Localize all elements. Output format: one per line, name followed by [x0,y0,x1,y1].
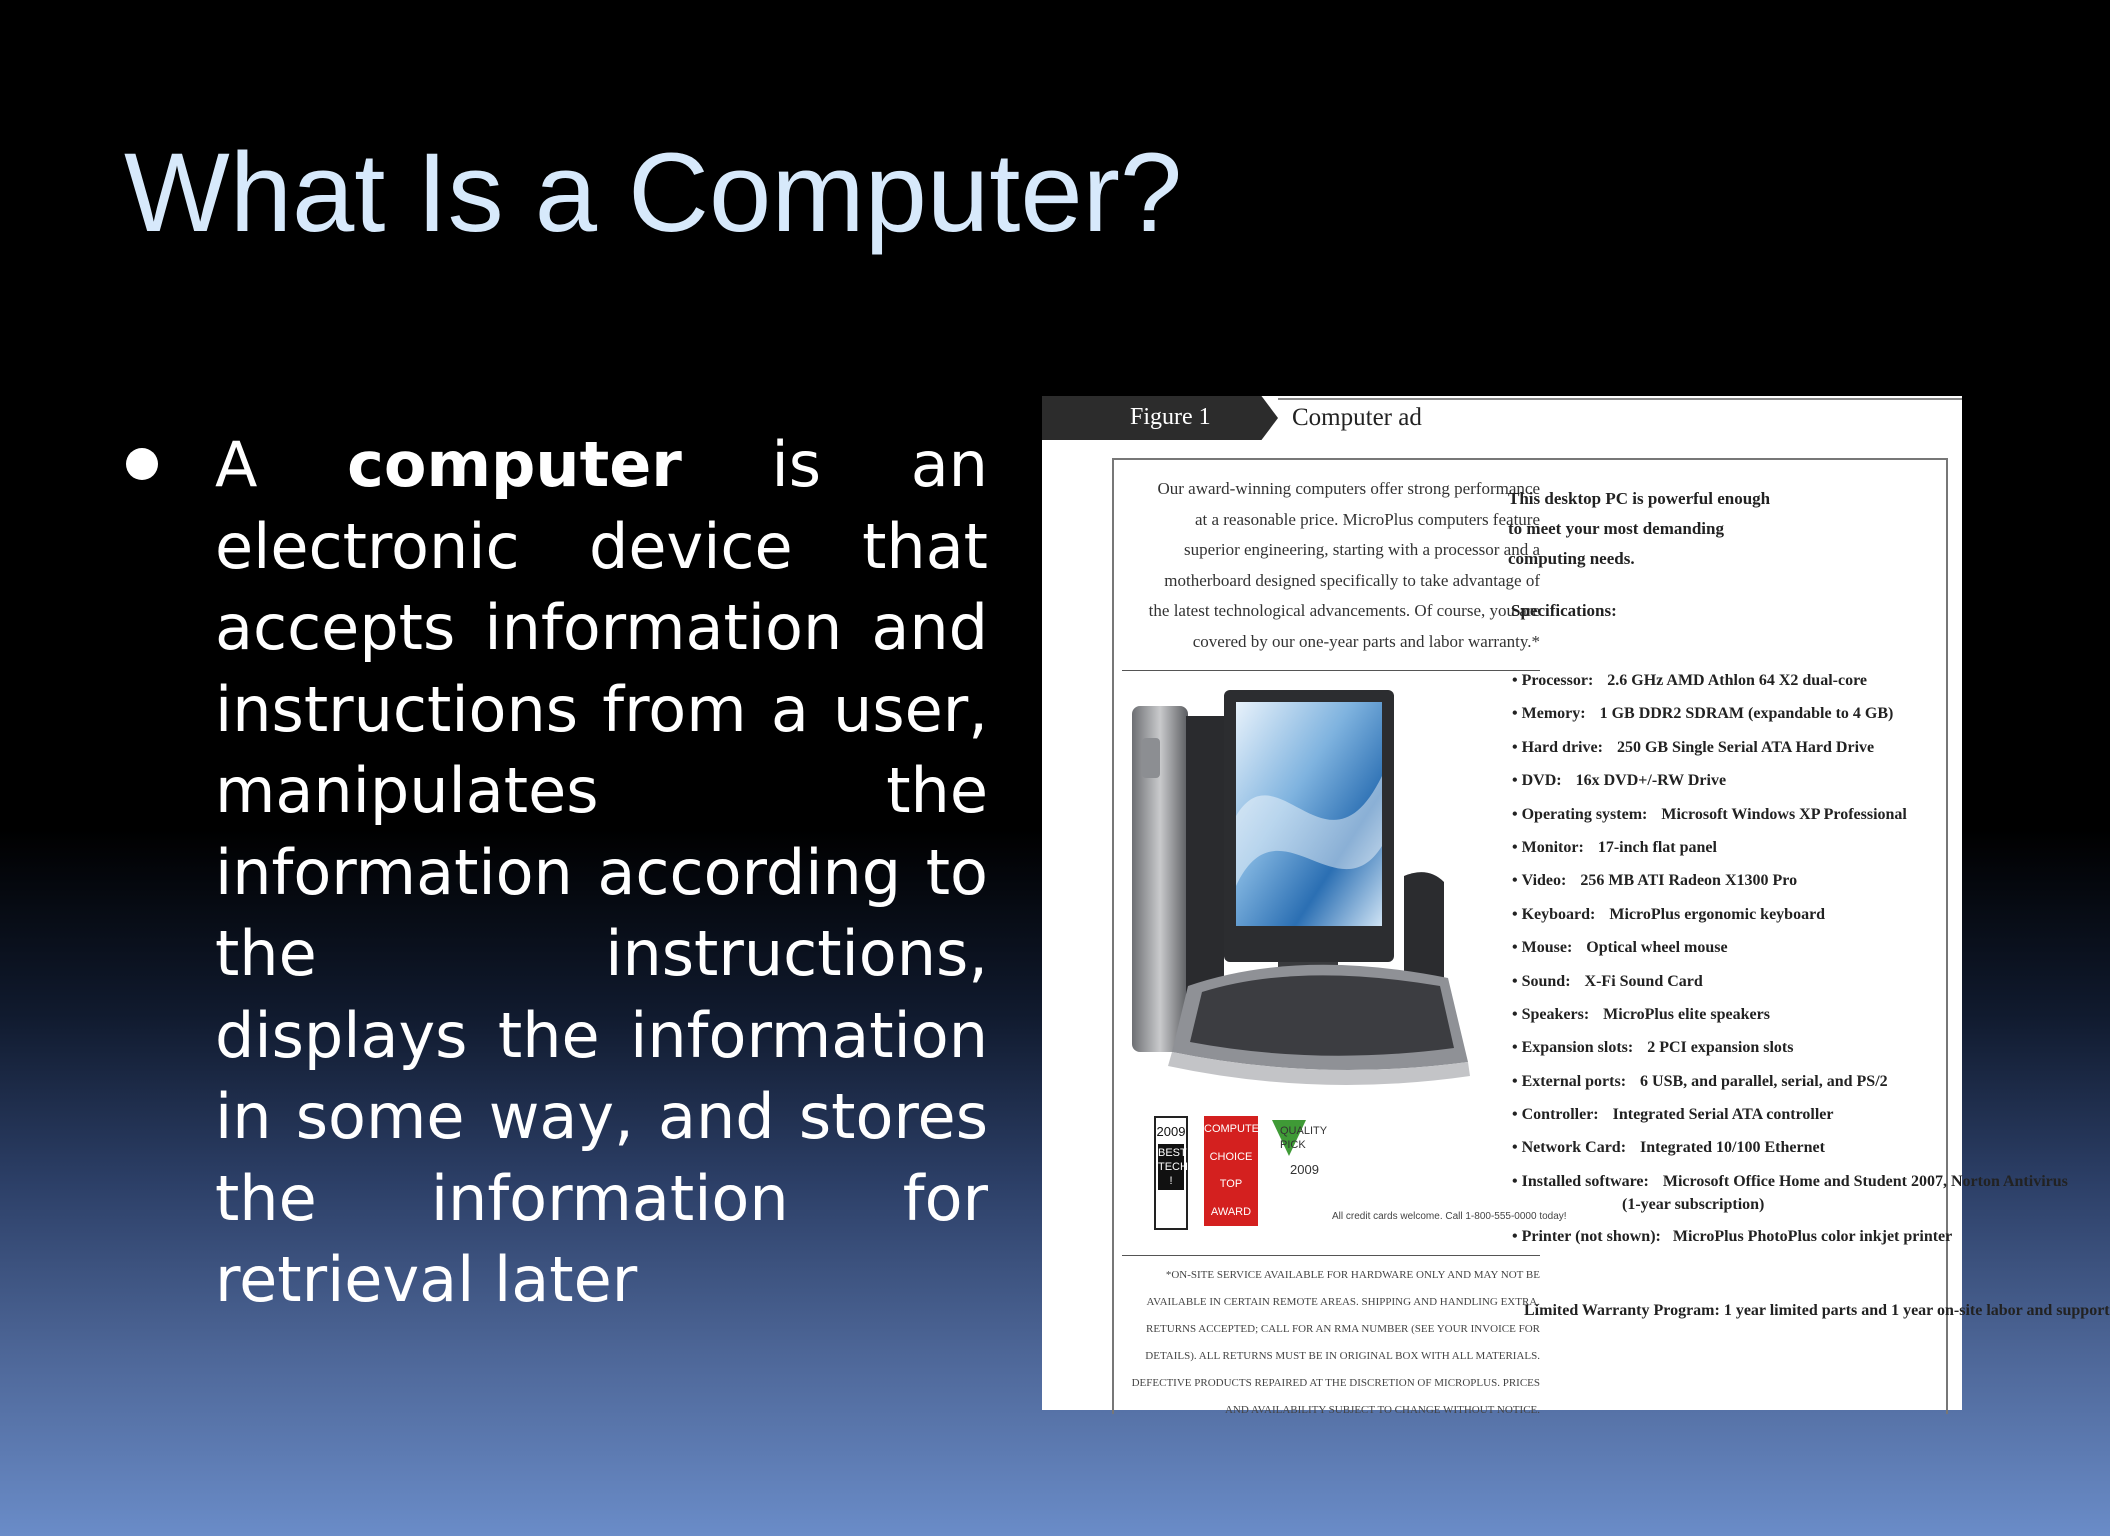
spec-value: 1 GB DDR2 SDRAM (expandable to 4 GB) [1599,705,1894,723]
ad-tagline: This desktop PC is powerful enough to meet your most demanding computing needs. [1508,489,1771,568]
badge-line: AWARD [1210,1205,1252,1218]
spec-value: Integrated Serial ATA controller [1612,1106,1834,1124]
spec-key: Controller: [1521,1106,1599,1124]
slide-title: What Is a Computer? [124,130,1183,255]
badge-line: TOP [1219,1178,1243,1190]
spec-key: Network Card: [1521,1139,1627,1157]
spec-key: Mouse: [1521,939,1573,957]
bullet-definition: is an electronic device that accepts information and instructions from a user, manipulates the information according to the instructions, displays the information in some way, and stores the information for retrieval later [215,428,988,1316]
spec-key: External ports: [1521,1072,1627,1090]
spec-item: • Hard drive: 250 GB Single Serial ATA Hard Drive [1512,731,2068,764]
spec-item: • Expansion slots: 2 PCI expansion slots [1512,1031,2068,1064]
divider [1122,670,1540,671]
spec-item: • Controller: Integrated Serial ATA controller [1512,1098,2068,1131]
badge-body [1158,1144,1188,1190]
spec-item: • Keyboard: MicroPlus ergonomic keyboard [1512,898,2068,931]
spec-value: Microsoft Office Home and Student 2007, Norton Antivirus [1662,1172,2068,1190]
spec-key: DVD: [1521,772,1562,790]
desktop-pc-illustration [1128,686,1538,1106]
keyboard-keys [1190,975,1454,1055]
spec-key: Keyboard: [1521,905,1596,923]
spec-value: MicroPlus ergonomic keyboard [1609,905,1826,923]
badge-line: BEST [1158,1147,1187,1159]
bullet-text [215,424,988,1321]
drive-bay [1142,738,1160,778]
spec-key: Memory: [1521,705,1586,723]
badge-line: PICK [1280,1139,1306,1151]
spec-key: Monitor: [1521,838,1584,856]
spec-item: • External ports: 6 USB, and parallel, serial, and PS/2 [1512,1065,2068,1098]
spec-printer: • Printer (not shown): MicroPlus PhotoPlus color inkjet printer [1512,1228,1953,1245]
spec-key: Hard drive: [1521,738,1603,756]
spec-key: Expansion slots: [1521,1039,1634,1057]
specs-heading: Specifications: [1511,601,1617,620]
figure-header [1042,396,1962,440]
spec-item: • Processor: 2.6 GHz AMD Athlon 64 X2 dual-core [1512,664,2068,697]
spec-value: 16x DVD+/-RW Drive [1575,772,1727,790]
spec-value: Integrated 10/100 Ethernet [1640,1139,1825,1157]
bullet-marker [126,448,158,480]
software-subscription-note: (1-year subscription) [1622,1196,1765,1213]
best-tech-badge [1154,1116,1188,1230]
badge-line: TECH [1158,1161,1188,1173]
spec-item: • Video: 256 MB ATI Radeon X1300 Pro [1512,864,2068,897]
spec-key: Processor: [1521,672,1594,689]
specs-list [1512,664,2068,1198]
spec-value: 6 USB, and parallel, serial, and PS/2 [1640,1072,1888,1090]
spec-value: 256 MB ATI Radeon X1300 Pro [1580,872,1798,890]
spec-item: • Installed software: Microsoft Office Home and Student 2007, Norton Antivirus [1512,1165,2068,1198]
spec-key: Installed software: [1521,1172,1649,1190]
computer-choice-badge [1204,1116,1267,1226]
spec-item: • Speakers: MicroPlus elite speakers [1512,998,2068,1031]
badge-year: 2009 [1156,1124,1186,1139]
badge-line: QUALITY [1280,1125,1328,1137]
spec-item: • Mouse: Optical wheel mouse [1512,931,2068,964]
spec-key: Speakers: [1521,1005,1590,1023]
spec-value: MicroPlus PhotoPlus color inkjet printer [1672,1228,1953,1245]
badge-line: ! [1169,1175,1173,1187]
spec-value: 17-inch flat panel [1597,838,1717,856]
bullet-term: computer [347,428,682,501]
figure-caption: Computer ad [1292,404,1422,431]
spec-value: 2 PCI expansion slots [1647,1039,1794,1057]
ad-footnote: *ON-SITE SERVICE AVAILABLE FOR HARDWARE ONLY AND MAY NOT BE AVAILABLE IN CERTAIN REMOTE AREAS. SHIPPING AND HANDLING EXTRA. RETURNS ACCEPTED; CALL FOR AN RMA NUMBER (SEE YOUR INVOICE FOR DETAILS). ALL RETURNS MUST BE IN ORIGINAL BOX WITH ALL MATERIALS. DEFECTIVE PRODUCTS REPAIRED AT THE DISCRETION OF MICROPLUS. PRICES AND AVAILABILITY SUBJECT TO CHANGE WITHOUT NOTICE. [1131,1269,1540,1416]
warranty-text: Limited Warranty Program: 1 year limited parts and 1 year on-site labor and support [1524,1302,2110,1319]
spec-item: • Memory: 1 GB DDR2 SDRAM (expandable to 4 GB) [1512,697,2068,730]
badge-line: COMPUTER [1204,1123,1267,1135]
spec-value: MicroPlus elite speakers [1603,1005,1770,1023]
computer-ad-figure [1042,396,2110,1416]
spec-item: • Network Card: Integrated 10/100 Ethernet [1512,1131,2068,1164]
credit-card-callout: All credit cards welcome. Call 1-800-555-0000 today! [1332,1211,1567,1222]
spec-key: Printer (not shown): [1521,1228,1661,1245]
badge-year: 2009 [1290,1162,1319,1177]
quality-pick-badge [1272,1120,1342,1184]
badge-text [1280,1124,1327,1152]
spec-value: X-Fi Sound Card [1584,972,1703,990]
spec-key: Video: [1521,872,1567,890]
ad-intro-text: Our award-winning computers offer strong performance at a reasonable price. MicroPlus computers feature superior engineering, starting with a processor and a motherboard designed specifically to take advantage of the latest technological advancements. Of course, you are covered by our one-year parts and labor warranty.* [1148,479,1540,651]
spec-value: 2.6 GHz AMD Athlon 64 X2 dual-core [1607,672,1867,689]
spec-value: Microsoft Windows XP Professional [1661,805,1907,823]
badge-line: CHOICE [1209,1150,1253,1163]
figure-label: Figure 1 [1130,404,1211,430]
spec-item: • DVD: 16x DVD+/-RW Drive [1512,764,2068,797]
spec-value: Optical wheel mouse [1586,939,1728,957]
figure-header-rule [1278,398,1962,400]
spec-value: 250 GB Single Serial ATA Hard Drive [1616,738,1875,756]
spec-key: Sound: [1521,972,1571,990]
divider [1122,1255,1540,1256]
bullet-lead: A [215,428,258,501]
spec-item: • Sound: X-Fi Sound Card [1512,965,2068,998]
spec-item: • Monitor: 17-inch flat panel [1512,831,2068,864]
spec-item: • Operating system: Microsoft Windows XP Professional [1512,798,2068,831]
spec-key: Operating system: [1521,805,1648,823]
